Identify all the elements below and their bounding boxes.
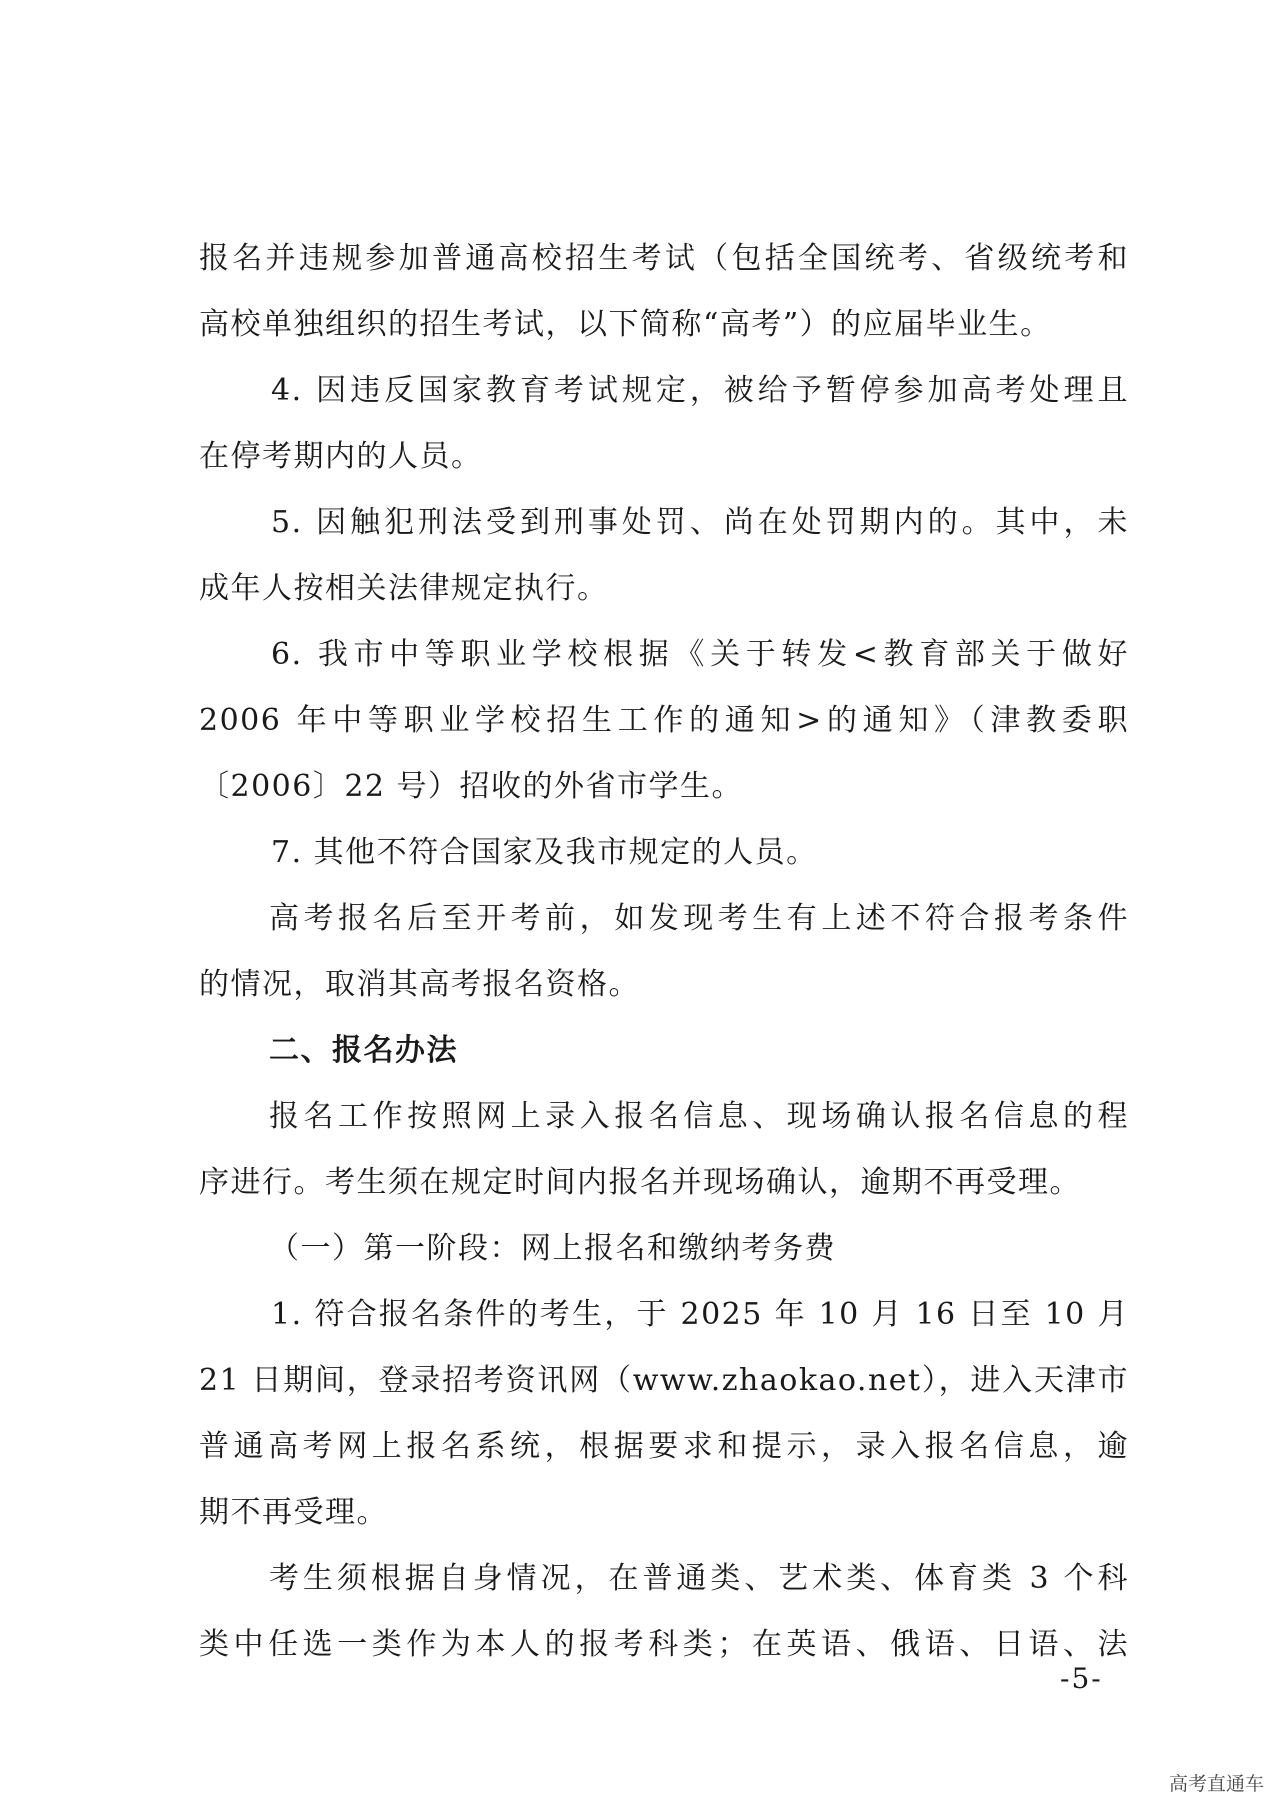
text-line: 普通高考网上报名系统，根据要求和提示，录入报名信息，逾: [199, 1429, 1129, 1464]
text-line: 成年人按相关法律规定执行。: [199, 571, 609, 606]
page-number: -5-: [1060, 1662, 1103, 1695]
text-line: 〔2006〕22 号）招收的外省市学生。: [199, 769, 744, 804]
list-item-4: 4. 因违反国家教育考试规定，被给予暂停参加高考处理且: [271, 373, 1129, 408]
list-item-6: 6. 我市中等职业学校根据《关于转发<教育部关于做好: [271, 637, 1129, 672]
paragraph-start: 高考报名后至开考前，如发现考生有上述不符合报考条件: [269, 901, 1129, 936]
body-text: [199, 226, 1129, 1678]
paragraph-start: 考生须根据自身情况，在普通类、艺术类、体育类 3 个科: [269, 1561, 1129, 1596]
text-line: 21 日期间，登录招考资讯网（www.zhaokao.net），进入天津市: [199, 1363, 1129, 1398]
text-line: 期不再受理。: [199, 1495, 388, 1530]
text-line: 在停考期内的人员。: [199, 439, 483, 474]
text-line: 2006 年中等职业学校招生工作的通知>的通知》（津教委职: [199, 703, 1129, 738]
text-line: 序进行。考生须在规定时间内报名并现场确认，逾期不再受理。: [199, 1165, 1081, 1200]
text-line: 类中任选一类作为本人的报考科类；在英语、俄语、日语、法: [199, 1627, 1129, 1662]
paragraph-start: 报名工作按照网上录入报名信息、现场确认报名信息的程: [269, 1099, 1129, 1134]
text-line: 高校单独组织的招生考试，以下简称“高考”）的应届毕业生。: [199, 307, 1052, 342]
text-line: 报名并违规参加普通高校招生考试（包括全国统考、省级统考和: [199, 241, 1129, 276]
subsection-heading: （一）第一阶段：网上报名和缴纳考务费: [269, 1231, 836, 1266]
list-item-1: 1. 符合报名条件的考生，于 2025 年 10 月 16 日至 10 月: [271, 1297, 1129, 1332]
list-item-5: 5. 因触犯刑法受到刑事处罚、尚在处罚期内的。其中，未: [271, 505, 1129, 540]
list-item-7: 7. 其他不符合国家及我市规定的人员。: [271, 835, 818, 870]
section-heading: 二、报名办法: [269, 1033, 458, 1068]
text-line: 的情况，取消其高考报名资格。: [199, 967, 640, 1002]
watermark: 高考直通车: [1168, 1773, 1264, 1795]
